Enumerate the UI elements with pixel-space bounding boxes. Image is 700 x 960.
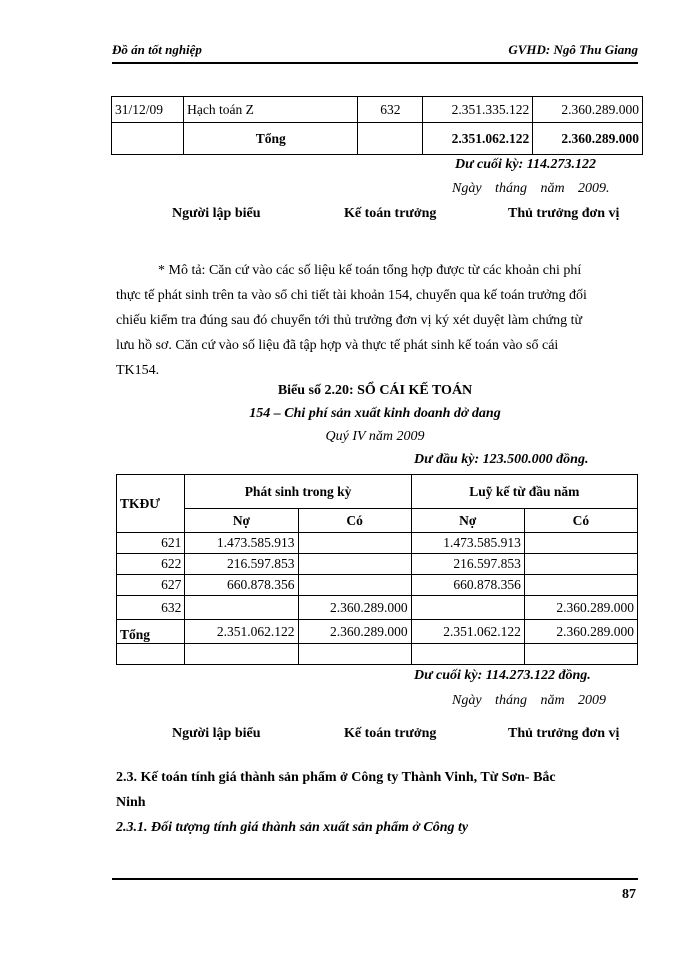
col-debit-period: Nợ <box>185 509 298 533</box>
description-line-5: TK154. <box>116 363 160 378</box>
col-account-header: TKĐƯ <box>117 475 185 533</box>
cell-value <box>411 596 524 620</box>
cell-date <box>112 123 184 155</box>
header-left: Đồ án tốt nghiệp <box>112 42 202 57</box>
cell-value <box>524 554 637 575</box>
cell-value: 660.878.356 <box>411 575 524 596</box>
cell-empty <box>117 644 185 665</box>
cell-debit: 2.351.335.122 <box>423 97 533 123</box>
table-subheader-row <box>117 509 638 533</box>
cell-account: 632 <box>358 97 423 123</box>
cell-empty <box>298 644 411 665</box>
cell-empty <box>524 644 637 665</box>
opening-balance: Dư đầu kỳ: 123.500.000 đồng. <box>414 452 589 467</box>
signature-preparer-2: Người lập biểu <box>172 726 261 741</box>
description-line-1: * Mô tả: Căn cứ vào các số liệu kế toán tổng hợp được từ các khoản chi phí <box>158 263 582 278</box>
cell-account: 621 <box>117 533 185 554</box>
ledger-title: Biểu số 2.20: SỔ CÁI KẾ TOÁN <box>277 383 473 398</box>
cell-total-label: Tổng <box>184 123 358 155</box>
table-total-row <box>117 620 638 644</box>
cell-value: 1.473.585.913 <box>411 533 524 554</box>
cell-account: 627 <box>117 575 185 596</box>
table-row <box>112 97 643 123</box>
table-row <box>117 554 638 575</box>
table-row <box>117 575 638 596</box>
table-row <box>117 533 638 554</box>
col-credit-period: Có <box>298 509 411 533</box>
description-line-3: chiếu kiểm tra đúng sau đó chuyển tới thủ trưởng đơn vị ký xét duyệt làm chứng từ <box>116 313 583 328</box>
cell-value: 216.597.853 <box>185 554 298 575</box>
cell-value: 660.878.356 <box>185 575 298 596</box>
section-2-3-heading: 2.3. Kế toán tính giá thành sản phẩm ở Công ty Thành Vinh, Từ Sơn- Bắc <box>116 770 556 785</box>
section-2-3-1-heading: 2.3.1. Đối tượng tính giá thành sản xuất sản phẩm ở Công ty <box>116 820 469 835</box>
signature-head-2: Thủ trưởng đơn vị <box>508 726 620 741</box>
cell-value: 216.597.853 <box>411 554 524 575</box>
cell-value <box>298 533 411 554</box>
cell-value: 2.360.289.000 <box>298 596 411 620</box>
cell-desc: Hạch toán Z <box>184 97 358 123</box>
cell-value <box>185 596 298 620</box>
cell-value: 2.360.289.000 <box>298 620 411 644</box>
date-line-1: Ngày tháng năm 2009. <box>452 181 610 196</box>
cell-total-credit: 2.360.289.000 <box>533 123 643 155</box>
cell-account: 632 <box>117 596 185 620</box>
header-rule <box>112 62 638 64</box>
ledger-table <box>116 474 638 665</box>
cell-account: 622 <box>117 554 185 575</box>
ledger-period: Quý IV năm 2009 <box>325 429 425 444</box>
signature-preparer: Người lập biểu <box>172 206 261 221</box>
cell-value <box>524 533 637 554</box>
description-line-2: thực tế phát sinh trên ta vào sổ chi tiết tài khoản 154, chuyển qua kế toán trưởng đối <box>116 288 587 303</box>
top-table <box>111 96 643 155</box>
cell-value: 2.360.289.000 <box>524 596 637 620</box>
col-debit-cumulative: Nợ <box>411 509 524 533</box>
table-row <box>112 123 643 155</box>
table-row <box>117 644 638 665</box>
group-header-period: Phát sinh trong kỳ <box>185 475 411 509</box>
date-line-2: Ngày tháng năm 2009 <box>452 693 607 708</box>
cell-value <box>524 575 637 596</box>
cell-value: 2.351.062.122 <box>411 620 524 644</box>
closing-balance-1: Dư cuối kỳ: 114.273.122 <box>455 157 596 172</box>
ledger-subtitle: 154 – Chi phí sản xuất kinh doanh dở dang <box>249 406 501 421</box>
cell-value: 1.473.585.913 <box>185 533 298 554</box>
group-header-cumulative: Luỹ kế từ đầu năm <box>411 475 637 509</box>
section-2-3-heading-cont: Ninh <box>116 795 146 810</box>
cell-value <box>298 554 411 575</box>
table-row <box>117 596 638 620</box>
signature-accountant-2: Kế toán trưởng <box>344 726 437 741</box>
table-header-row <box>117 475 638 509</box>
cell-total-debit: 2.351.062.122 <box>423 123 533 155</box>
cell-value: 2.360.289.000 <box>524 620 637 644</box>
cell-empty <box>185 644 298 665</box>
cell-value <box>298 575 411 596</box>
header-right: GVHD: Ngô Thu Giang <box>508 42 638 57</box>
cell-credit: 2.360.289.000 <box>533 97 643 123</box>
footer-rule <box>112 878 638 880</box>
cell-value: 2.351.062.122 <box>185 620 298 644</box>
signature-accountant: Kế toán trưởng <box>344 206 437 221</box>
signature-head: Thủ trưởng đơn vị <box>508 206 620 221</box>
cell-empty <box>411 644 524 665</box>
description-line-4: lưu hồ sơ. Căn cứ vào số liệu đã tập hợp và thực tế phát sinh kế toán vào sổ cái <box>116 338 559 353</box>
cell-total-label: Tổng <box>117 620 185 644</box>
cell-account <box>358 123 423 155</box>
closing-balance-2: Dư cuối kỳ: 114.273.122 đồng. <box>414 668 591 683</box>
col-credit-cumulative: Có <box>524 509 637 533</box>
cell-date: 31/12/09 <box>112 97 184 123</box>
page-number: 87 <box>622 887 636 902</box>
